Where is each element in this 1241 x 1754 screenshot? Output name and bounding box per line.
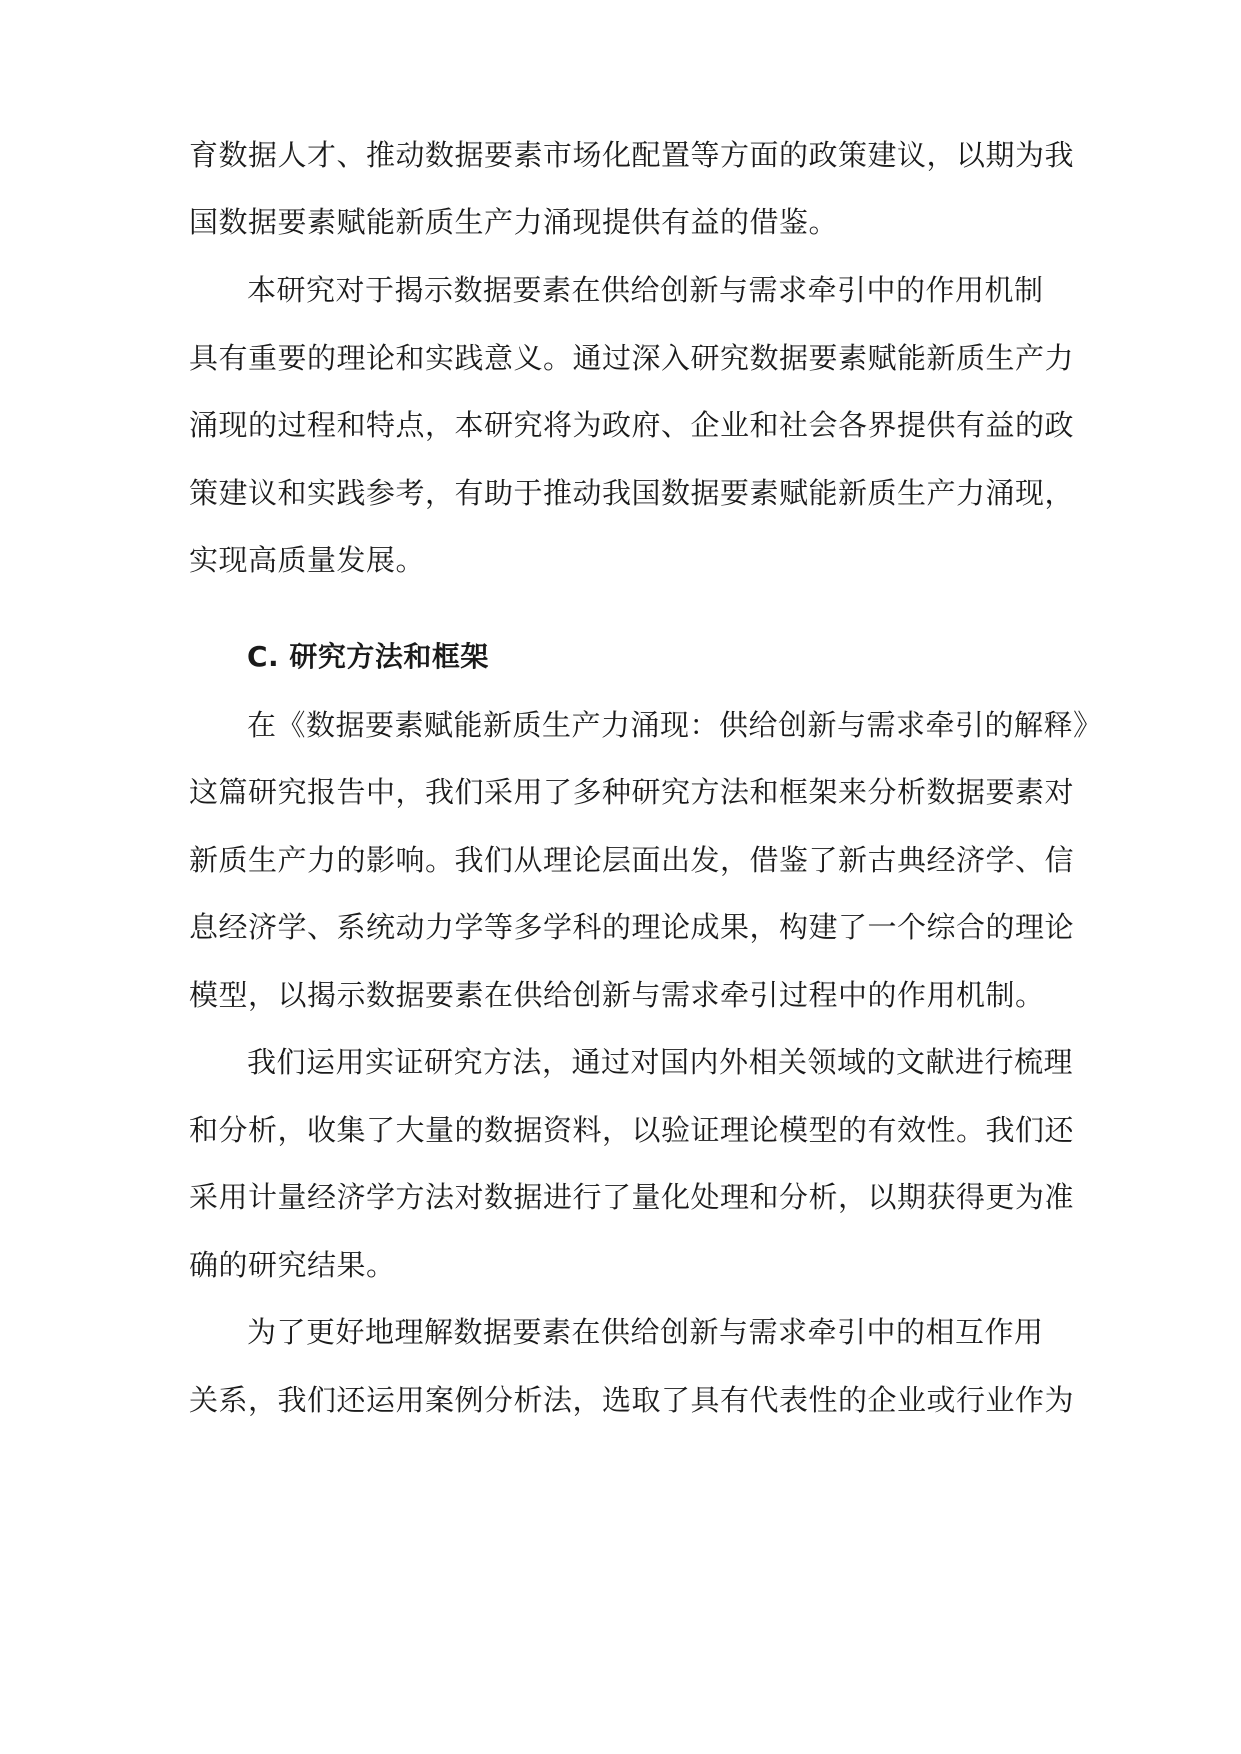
text-line: 新质生产力的影响。我们从理论层面出发，借鉴了新古典经济学、信 xyxy=(189,843,1075,877)
section-heading: C. 研究方法和框架 xyxy=(247,640,489,673)
paragraph-start: 在《数据要素赋能新质生产力涌现：供给创新与需求牵引的解释》 xyxy=(247,708,1103,742)
text-line: 涌现的过程和特点，本研究将为政府、企业和社会各界提供有益的政 xyxy=(189,408,1075,442)
text-line: 育数据人才、推动数据要素市场化配置等方面的政策建议，以期为我 xyxy=(189,138,1075,172)
text-line: 息经济学、系统动力学等多学科的理论成果，构建了一个综合的理论 xyxy=(189,910,1075,944)
text-line: 这篇研究报告中，我们采用了多种研究方法和框架来分析数据要素对 xyxy=(189,775,1075,809)
text-line: 具有重要的理论和实践意义。通过深入研究数据要素赋能新质生产力 xyxy=(189,341,1075,375)
paragraph-start: 本研究对于揭示数据要素在供给创新与需求牵引中的作用机制 xyxy=(247,273,1044,307)
text-line: 国数据要素赋能新质生产力涌现提供有益的借鉴。 xyxy=(189,205,839,239)
text-line: 模型，以揭示数据要素在供给创新与需求牵引过程中的作用机制。 xyxy=(189,978,1045,1012)
text-line: 关系，我们还运用案例分析法，选取了具有代表性的企业或行业作为 xyxy=(189,1383,1075,1417)
text-line: 实现高质量发展。 xyxy=(189,543,426,577)
text-line: 策建议和实践参考，有助于推动我国数据要素赋能新质生产力涌现， xyxy=(189,476,1075,510)
text-line: 采用计量经济学方法对数据进行了量化处理和分析，以期获得更为准 xyxy=(189,1180,1075,1214)
text-line: 和分析，收集了大量的数据资料，以验证理论模型的有效性。我们还 xyxy=(189,1113,1075,1147)
paragraph-start: 为了更好地理解数据要素在供给创新与需求牵引中的相互作用 xyxy=(247,1315,1044,1349)
text-line: 确的研究结果。 xyxy=(189,1248,396,1282)
paragraph-start: 我们运用实证研究方法，通过对国内外相关领域的文献进行梳理 xyxy=(247,1045,1074,1079)
